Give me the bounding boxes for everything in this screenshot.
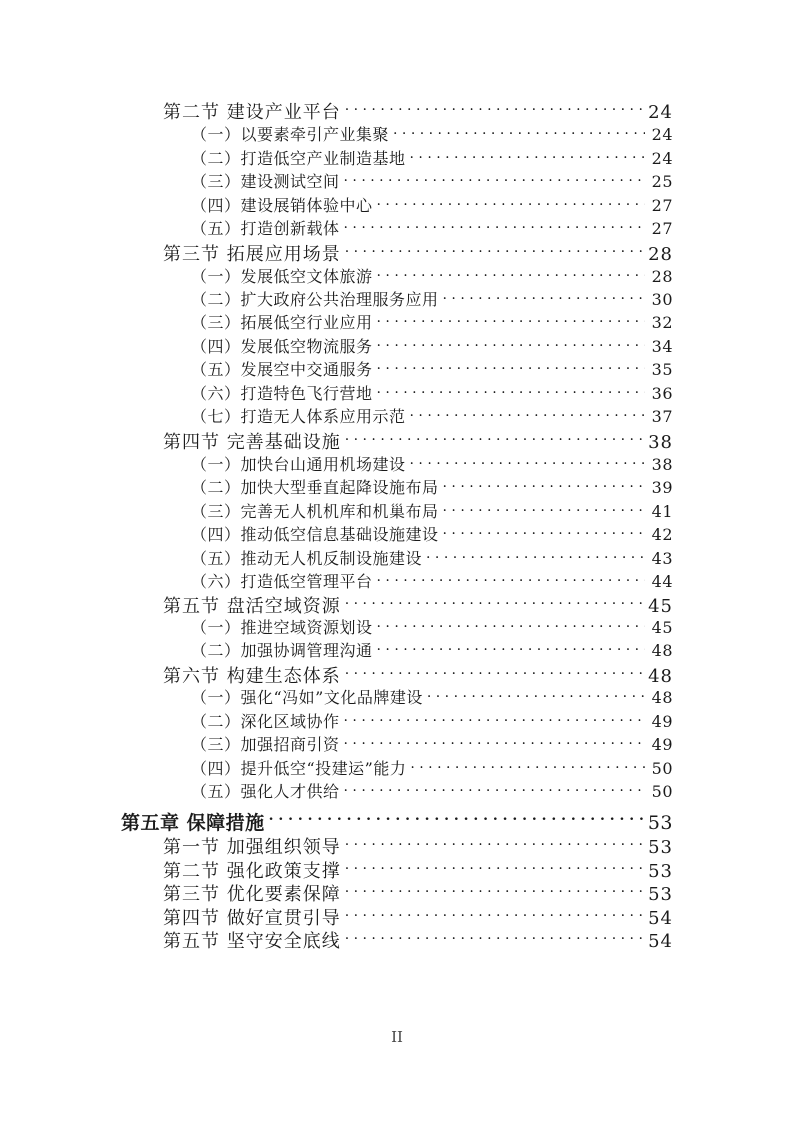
dot-leader bbox=[345, 430, 644, 448]
toc-entry-title: （五）发展空中交通服务 bbox=[191, 360, 373, 379]
dot-leader bbox=[344, 711, 645, 727]
dot-leader bbox=[427, 687, 645, 703]
toc-entry-sec[interactable] bbox=[163, 927, 673, 953]
toc-entry-sub[interactable] bbox=[191, 638, 673, 661]
toc-entry-title: 第三节 拓展应用场景 bbox=[163, 244, 341, 265]
toc-entry-title: （四）推动低空信息基础设施建设 bbox=[191, 525, 439, 544]
toc-entry-sub[interactable] bbox=[191, 169, 673, 192]
toc-entry-sub[interactable] bbox=[191, 615, 673, 638]
toc-entry-sub[interactable] bbox=[191, 452, 673, 475]
toc-entry-page-number: 35 bbox=[651, 360, 673, 379]
toc-entry-title: （三）拓展低空行业应用 bbox=[191, 313, 373, 332]
dot-leader bbox=[377, 312, 645, 328]
toc-entry-page-number: 45 bbox=[648, 596, 673, 617]
dot-leader bbox=[269, 810, 644, 829]
toc-entry-page-number: 39 bbox=[651, 478, 673, 497]
toc-entry-page-number: 49 bbox=[651, 712, 673, 731]
toc-entry-title: （一）强化“冯如”文化品牌建设 bbox=[191, 688, 423, 707]
toc-entry-title: 第五章 保障措施 bbox=[121, 812, 265, 834]
dot-leader bbox=[443, 501, 645, 517]
dot-leader bbox=[410, 758, 645, 774]
toc-entry-sub[interactable] bbox=[191, 709, 673, 732]
dot-leader bbox=[344, 781, 645, 797]
toc-entry-title: （二）加强协调管理沟通 bbox=[191, 641, 373, 660]
toc-entry-page-number: 42 bbox=[651, 525, 673, 544]
toc-entry-title: （二）打造低空产业制造基地 bbox=[191, 149, 406, 168]
toc-entry-page-number: 44 bbox=[651, 572, 673, 591]
toc-entry-page-number: 28 bbox=[651, 267, 673, 286]
dot-leader bbox=[377, 617, 645, 633]
toc-entry-sub[interactable] bbox=[191, 357, 673, 380]
toc-entry-title: 第二节 建设产业平台 bbox=[163, 102, 341, 123]
dot-leader bbox=[377, 266, 645, 282]
dot-leader bbox=[377, 336, 645, 352]
dot-leader bbox=[345, 664, 644, 682]
toc-entry-title: （三）加强招商引资 bbox=[191, 735, 340, 754]
toc-entry-sub[interactable] bbox=[191, 287, 673, 310]
toc-entry-page-number: 54 bbox=[648, 931, 673, 952]
toc-entry-sub[interactable] bbox=[191, 756, 673, 779]
toc-entry-sub[interactable] bbox=[191, 732, 673, 755]
toc-entry-sec[interactable] bbox=[163, 428, 673, 454]
toc-entry-page-number: 38 bbox=[648, 432, 673, 453]
dot-leader bbox=[410, 406, 645, 422]
toc-entry-sub[interactable] bbox=[191, 146, 673, 169]
toc-entry-sub[interactable] bbox=[191, 216, 673, 239]
dot-leader bbox=[377, 195, 645, 211]
toc-entry-title: （一）发展低空文体旅游 bbox=[191, 267, 373, 286]
toc-entry-page-number: 50 bbox=[651, 759, 673, 778]
toc-entry-sub[interactable] bbox=[191, 310, 673, 333]
dot-leader bbox=[377, 359, 645, 375]
toc-entry-page-number: 53 bbox=[648, 884, 673, 905]
dot-leader bbox=[344, 171, 645, 187]
page-number: II bbox=[391, 1028, 403, 1046]
toc-entry-title: （二）深化区域协作 bbox=[191, 712, 340, 731]
toc-entry-page-number: 24 bbox=[651, 149, 673, 168]
toc-entry-title: 第五节 盘活空域资源 bbox=[163, 596, 341, 617]
toc-entry-sub[interactable] bbox=[191, 264, 673, 287]
dot-leader bbox=[377, 383, 645, 399]
toc-entry-sub[interactable] bbox=[191, 193, 673, 216]
toc-entry-sub[interactable] bbox=[191, 475, 673, 498]
toc-entry-page-number: 41 bbox=[651, 502, 673, 521]
toc-entry-title: 第五节 坚守安全底线 bbox=[163, 931, 341, 952]
toc-entry-title: （四）发展低空物流服务 bbox=[191, 337, 373, 356]
toc-entry-page-number: 48 bbox=[648, 666, 673, 687]
toc-entry-title: （一）推进空域资源划设 bbox=[191, 618, 373, 637]
dot-leader bbox=[443, 477, 645, 493]
dot-leader bbox=[345, 859, 644, 877]
toc-entry-sub[interactable] bbox=[191, 122, 673, 145]
dot-leader bbox=[377, 640, 645, 656]
toc-entry-page-number: 53 bbox=[648, 837, 673, 858]
toc-entry-sub[interactable] bbox=[191, 404, 673, 427]
dot-leader bbox=[426, 548, 645, 564]
dot-leader bbox=[345, 835, 644, 853]
toc-entry-title: （五）强化人才供给 bbox=[191, 782, 340, 801]
toc-entry-page-number: 27 bbox=[651, 196, 673, 215]
toc-entry-title: （五）打造创新载体 bbox=[191, 219, 340, 238]
toc-entry-sub[interactable] bbox=[191, 569, 673, 592]
dot-leader bbox=[393, 124, 645, 140]
dot-leader bbox=[345, 929, 644, 947]
dot-leader bbox=[443, 524, 645, 540]
toc-entry-sub[interactable] bbox=[191, 685, 673, 708]
toc-entry-page-number: 24 bbox=[648, 102, 673, 123]
toc-entry-page-number: 45 bbox=[651, 618, 673, 637]
toc-entry-title: （三）完善无人机机库和机巢布局 bbox=[191, 502, 439, 521]
toc-entry-page-number: 25 bbox=[651, 172, 673, 191]
toc-entry-page-number: 28 bbox=[648, 244, 673, 265]
toc-entry-page-number: 37 bbox=[651, 407, 673, 426]
dot-leader bbox=[345, 906, 644, 924]
toc-entry-title: （三）建设测试空间 bbox=[191, 172, 340, 191]
toc-entry-title: （一）以要素牵引产业集聚 bbox=[191, 125, 390, 144]
toc-entry-title: 第四节 完善基础设施 bbox=[163, 432, 341, 453]
toc-entry-page-number: 48 bbox=[651, 688, 673, 707]
toc-entry-page-number: 53 bbox=[647, 812, 673, 834]
dot-leader bbox=[345, 594, 644, 612]
toc-entry-page-number: 34 bbox=[651, 337, 673, 356]
toc-entry-page-number: 36 bbox=[651, 384, 673, 403]
toc-entry-ch[interactable] bbox=[121, 808, 673, 835]
toc-entry-page-number: 30 bbox=[651, 290, 673, 309]
toc-entry-page-number: 48 bbox=[651, 641, 673, 660]
toc-entry-page-number: 54 bbox=[648, 908, 673, 929]
toc-entry-page-number: 43 bbox=[651, 549, 673, 568]
toc-entry-sec[interactable] bbox=[163, 833, 673, 859]
toc-entry-title: （一）加快台山通用机场建设 bbox=[191, 455, 406, 474]
toc-entry-sec[interactable] bbox=[163, 880, 673, 906]
toc-entry-title: 第二节 强化政策支撑 bbox=[163, 861, 341, 882]
toc-entry-title: （六）打造低空管理平台 bbox=[191, 572, 373, 591]
toc-entry-title: （二）加快大型垂直起降设施布局 bbox=[191, 478, 439, 497]
toc-entry-sub[interactable] bbox=[191, 779, 673, 802]
toc-entry-title: （六）打造特色飞行营地 bbox=[191, 384, 373, 403]
dot-leader bbox=[345, 100, 644, 118]
toc-entry-title: （二）扩大政府公共治理服务应用 bbox=[191, 290, 439, 309]
toc-entry-page-number: 38 bbox=[651, 455, 673, 474]
toc-entry-page-number: 53 bbox=[648, 861, 673, 882]
toc-entry-sub[interactable] bbox=[191, 546, 673, 569]
dot-leader bbox=[344, 734, 645, 750]
toc-entry-page-number: 32 bbox=[651, 313, 673, 332]
dot-leader bbox=[443, 289, 645, 305]
dot-leader bbox=[345, 242, 644, 260]
dot-leader bbox=[410, 454, 645, 470]
toc-entry-sub[interactable] bbox=[191, 522, 673, 545]
dot-leader bbox=[377, 571, 645, 587]
dot-leader bbox=[344, 218, 645, 234]
toc-entry-sec[interactable] bbox=[163, 98, 673, 124]
toc-entry-title: （五）推动无人机反制设施建设 bbox=[191, 549, 423, 568]
toc-entry-title: （四）建设展销体验中心 bbox=[191, 196, 373, 215]
toc-entry-title: 第四节 做好宣贯引导 bbox=[163, 908, 341, 929]
toc-entry-page-number: 49 bbox=[651, 735, 673, 754]
toc-entry-sec[interactable] bbox=[163, 240, 673, 266]
dot-leader bbox=[410, 148, 645, 164]
toc-entry-title: （四）提升低空“投建运”能力 bbox=[191, 759, 407, 778]
toc-entry-sub[interactable] bbox=[191, 334, 673, 357]
toc-entry-title: 第一节 加强组织领导 bbox=[163, 837, 341, 858]
dot-leader bbox=[345, 882, 644, 900]
toc-entry-sub[interactable] bbox=[191, 499, 673, 522]
toc-entry-page-number: 50 bbox=[651, 782, 673, 801]
toc-entry-title: 第六节 构建生态体系 bbox=[163, 666, 341, 687]
toc-entry-page-number: 24 bbox=[651, 125, 673, 144]
toc-entry-page-number: 27 bbox=[651, 219, 673, 238]
toc-entry-title: （七）打造无人体系应用示范 bbox=[191, 407, 406, 426]
toc-entry-title: 第三节 优化要素保障 bbox=[163, 884, 341, 905]
toc-entry-sub[interactable] bbox=[191, 381, 673, 404]
